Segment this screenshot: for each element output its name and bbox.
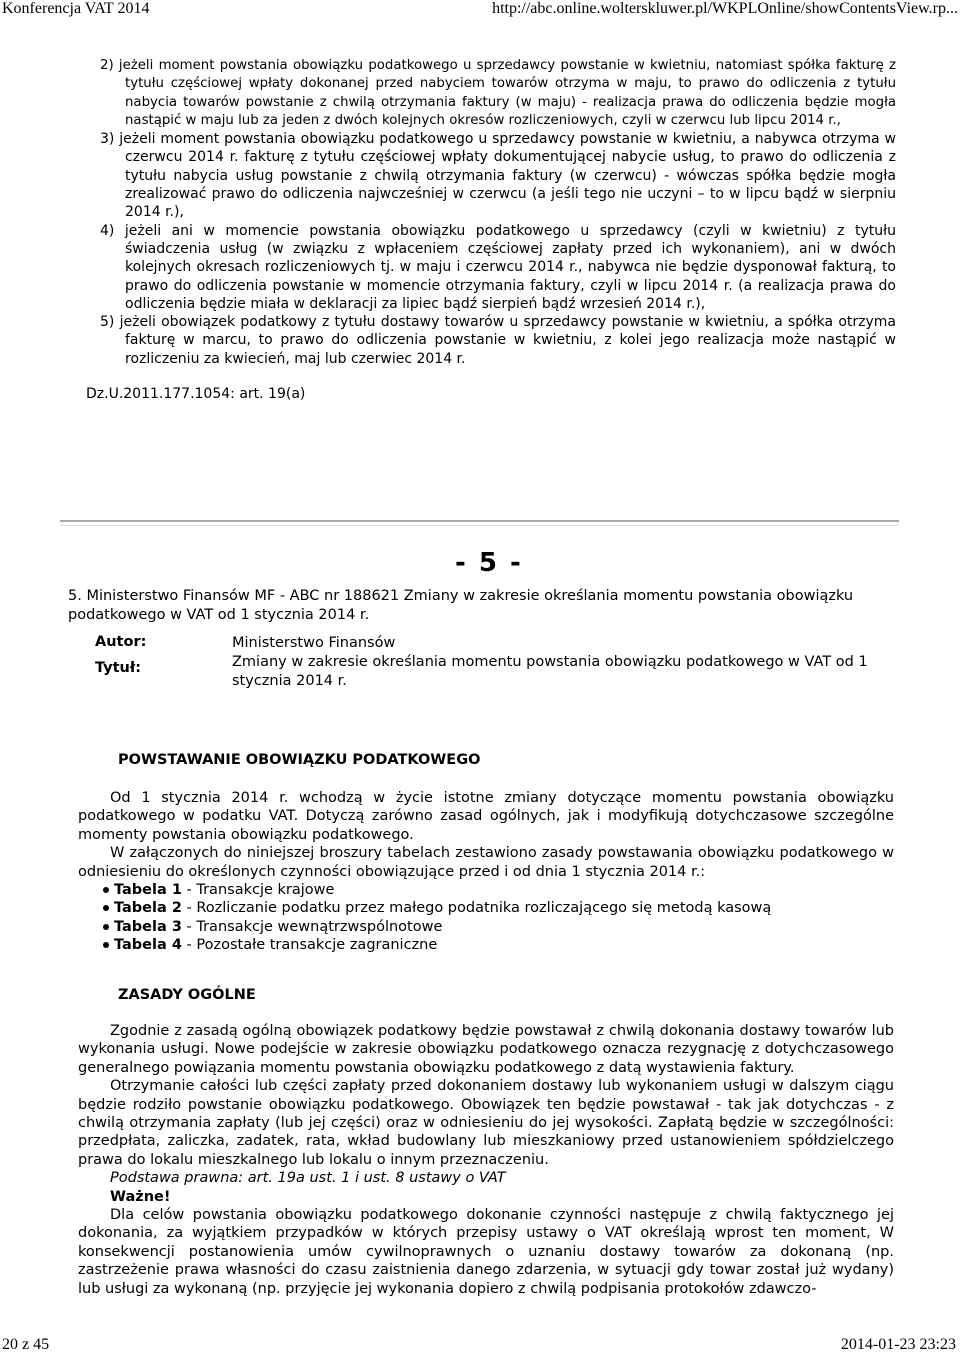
section-body [78,1022,894,1298]
paragraph: Zgodnie z zasadą ogólną obowiązek podatkowy będzie powstawał z chwilą dokonania dostawy towarów lub wykonania usługi. Nowe podejście w zakresie obowiązku podatkowego oznacza rezygnację z dotychczasowego generalnego powiązania momentu powstania obowiązku podatkowego z datą wystawienia faktury. [78,1023,894,1076]
table-name: Tabela 1 [114,882,182,899]
legal-reference: Dz.U.2011.177.1054: art. 19(a) [86,386,306,402]
table-name: Tabela 3 [114,918,182,935]
title-label: Tytuł: [95,660,142,676]
paragraph: Dla celów powstania obowiązku podatkowego dokonanie czynności następuje z chwilą faktycznego jej dokonania, za wyjątkiem przypadków w których przepisy ustawy o VAT określają wprost ten moment, W konsekwencji postanowienia umów cywilnoprawnych o uznaniu dostawy towarów za dokonaną (np. zastrzeżenie prawa własności do czasu zaistnienia danego zdarzenia, w sytuacji gdy towar został już wydany) lub usługi za wykonaną (np. przyjęcie jej wykonania dopiero z chwilą podpisania protokołów zdawczo- [78,1207,894,1297]
list-item: 4) jeżeli ani w momencie powstania obowiązku podatkowego u sprzedawcy (czyli w kwietniu) z tytułu świadczenia usług (w związku z wpłaceniem częściowej zapłaty przed ich wykonaniem), ani w dwóch kolejnych okresach rozliczeniowych tj. w maju i czerwcu 2014 r., nabywca nie będzie dysponował fakturą, to prawo do odliczenia powstanie w momencie otrzymania faktury, czyli w lipcu 2014 r. (a realizacja prawa do odliczenia będzie miała w deklaracji za lipiec bądź sierpień bądź wrzesień 2014 r.), [100,222,896,312]
table-desc: - Pozostałe transakcje zagraniczne [181,937,438,954]
title-value: Zmiany w zakresie określania momentu powstania obowiązku podatkowego w VAT od 1 stycznia 2014 r. [232,654,868,689]
legal-basis: Podstawa prawna: art. 19a ust. 1 i ust. 8 ustawy o VAT [110,1170,506,1187]
paragraph: Od 1 stycznia 2014 r. wchodzą w życie istotne zmiany dotyczące momentu powstania obowiązku podatkowego w podatku VAT. Dotyczą zarówno zasad ogólnych, jak i modyfikują dotychczasowe szczególne momenty powstania obowiązku podatkowego. [78,790,894,843]
numbered-list [100,57,896,368]
list-item: 5) jeżeli obowiązek podatkowy z tytułu dostawy towarów u sprzedawcy powstanie w kwietniu, a spółka otrzyma fakturę w marcu, to prawo do odliczenia powstanie w kwietniu, z kolei jego realizacja może nastąpić w rozliczeniu za kwiecień, maj lub czerwiec 2014 r. [100,314,896,367]
list-item [78,881,894,899]
list-item [78,918,894,936]
table-desc: - Transakcje krajowe [181,882,335,899]
table-desc: - Transakcje wewnątrzwspólnotowe [181,918,443,935]
list-item: 3) jeżeli moment powstania obowiązku podatkowego u sprzedawcy powstanie w kwietniu, a nabywca otrzyma w czerwcu 2014 r. fakturę z tytułu częściowej wpłaty dokumentującej nabycie usług, to prawo do odliczenia z tytułu nabycia usług powstanie z chwilą otrzymania faktury (w czerwcu) - wówczas spółka będzie mogła zrealizować prawo do odliczenia najwcześniej w czerwcu (a jeśli tego nie uczyni – to w lipcu bądź w sierpniu 2014 r.), [100,131,896,221]
section-divider [60,520,899,526]
table-list [78,881,894,955]
author-label: Autor: [95,634,147,650]
table-name: Tabela 2 [114,900,182,917]
list-item [78,899,894,917]
section-heading: POWSTAWANIE OBOWIĄZKU PODATKOWEGO [118,752,481,768]
page-number: - 5 - [455,548,523,578]
print-timestamp: 2014-01-23 23:23 [840,1336,956,1353]
table-desc: - Rozliczanie podatku przez małego podatnika rozliczającego się metodą kasową [181,900,772,917]
paragraph: W załączonych do niniejszej broszury tabelach zestawiono zasady powstawania obowiązku podatkowego w odniesieniu do określonych czynności obowiązujące przed i od dnia 1 stycznia 2014 r.: [78,845,894,880]
print-header-url: http://abc.online.wolterskluwer.pl/WKPLOnline/showContentsView.rp... [492,0,958,17]
author-value: Ministerstwo Finansów [232,635,396,651]
important-note: Ważne! [110,1188,171,1205]
paragraph: Otrzymanie całości lub części zapłaty przed dokonaniem dostawy lub wykonaniem usługi w dalszym ciągu będzie rodziło powstanie obowiązku podatkowego. Obowiązek ten będzie powstawał - tak jak dotychczas - z chwilą otrzymania zapłaty (lub jej części) oraz w odniesieniu do jej wysokości. Zapłatą będzie w szczególności: przedpłata, zaliczka, zadatek, rata, wkład budowlany lub mieszkaniowy przed ustanowieniem spółdzielczego prawa do lokalu mieszkalnego lub lokalu o innym przeznaczeniu. [78,1078,894,1168]
print-header-title: Konferencja VAT 2014 [2,0,150,17]
list-item: 2) jeżeli moment powstania obowiązku podatkowego u sprzedawcy powstanie w kwietniu, natomiast spółka fakturę z tytułu częściowej wpłaty dokonanej przed nabyciem towarów otrzyma w maju, to prawo do odliczenia z tytułu nabycia towarów powstanie z chwilą otrzymania faktury (w maju) - realizacja prawa do odliczenia będzie mogła nastąpić w maju lub za jeden z dwóch kolejnych okresów rozliczeniowych, czyli w czerwcu lub lipcu 2014 r., [100,58,896,128]
page-counter: 20 z 45 [2,1336,50,1353]
section-body [78,789,894,955]
article-title: 5. Ministerstwo Finansów MF - ABC nr 188621 Zmiany w zakresie określania momentu powstania obowiązku podatkowego w VAT od 1 stycznia 2014 r. [68,588,854,623]
list-item [78,936,894,954]
print-header [0,0,960,22]
section-heading: ZASADY OGÓLNE [118,987,256,1003]
table-name: Tabela 4 [114,937,182,954]
